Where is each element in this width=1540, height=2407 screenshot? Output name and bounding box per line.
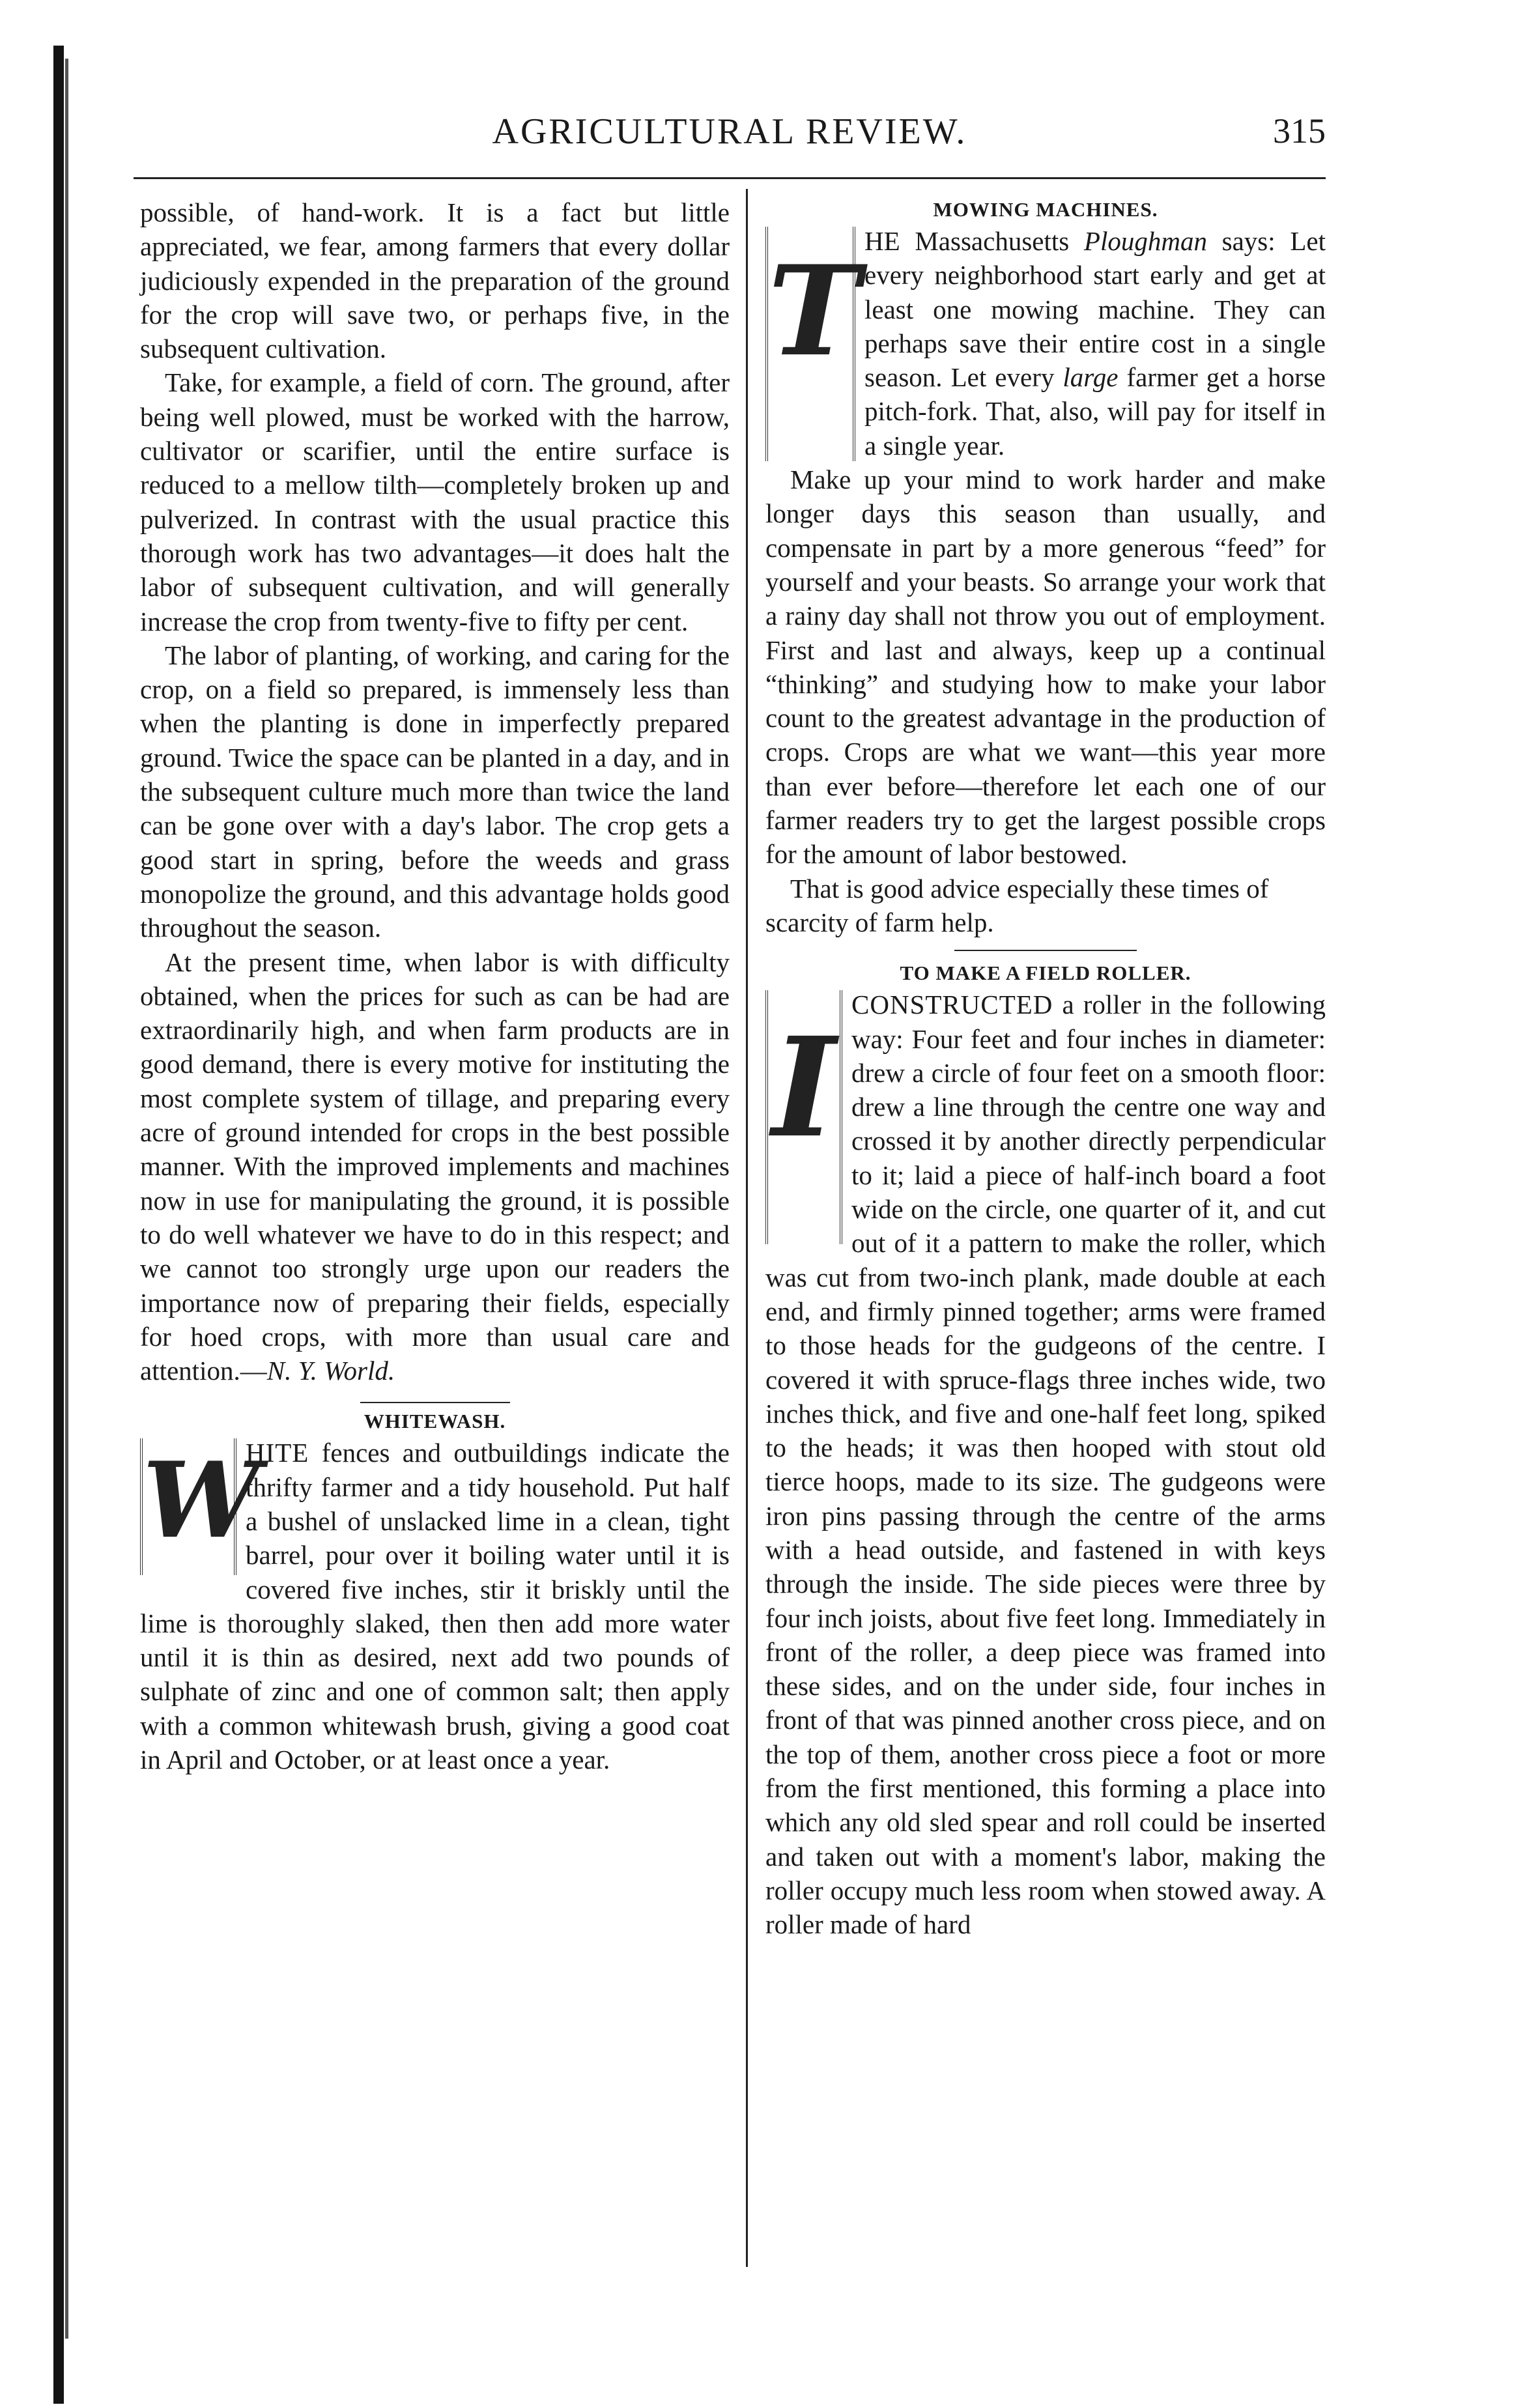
section-rule: [954, 950, 1137, 951]
roller-paragraph: [765, 988, 1326, 1941]
mowing-paragraph-3: That is good advice especially these times of scarcity of farm help.: [765, 873, 1269, 937]
roller-text: a roller in the following way: Four feet and four inches in diameter: drew a circle of four feet on a smooth floor: drew a line through the centre one way and crossed it by another directly perpendicular to it; laid a piece of half-inch board a foot wide on the circle, one quarter of it, and cut out of it a pattern to make the roller, which was cut from two-inch plank, made double at each end, and firmly pinned together; arms were framed to those heads for the gudgeons of the centre. I covered it with spruce-flags three inches wide, two inches thick, and five and one-half feet long, spiked to the heads; it was then hooped with stout old tierce hoops, made to its size. The gudgeons were iron pins passing through the centre of the arms with a head outside, and fastened in with keys through the inside. The side pieces were three by four inch joists, about five feet long. Immediately in front of the roller, a deep piece was framed into these sides, and on the under side, four inches in front of that was pinned another cross piece, and on the top of them, another cross piece a foot or more from the first mentioned, this forming a place into which any old sled spear and roll could be inserted and taken out with a moment's labor, making the roller occupy much less room when stowed away. A roller made of hard: [765, 990, 1326, 1940]
field-roller-heading: TO MAKE A FIELD ROLLER.: [900, 961, 1191, 985]
mowing-first-word: HE: [864, 226, 900, 256]
ornamental-dropcap-t: T: [765, 227, 855, 461]
scan-edge-shadow-inner: [65, 59, 68, 2339]
tillage-source: N. Y. World.: [266, 1356, 395, 1386]
column-divider: [746, 189, 748, 2267]
mowing-paragraph-2: Make up your mind to work harder and make longer days this season than usually, and compensate in part by a more generous “feed” for yourself and your beasts. So arrange your work that a rainy day shall not throw you out of employment. First and last and always, keep up a continual “thinking” and studying how to make your labor count to the greatest advantage in the production of crops. Crops are what we want—this year more than ever before—therefore let each one of our farmer readers try to get the largest possible crops for the amount of labor bestowed.: [765, 464, 1326, 870]
page-number: 315: [1273, 111, 1326, 150]
ornamental-dropcap-w: W: [140, 1438, 236, 1575]
left-column: [140, 195, 730, 1776]
whitewash-paragraph: [140, 1436, 730, 1776]
tillage-paragraph-4-text: At the present time, when labor is with difficulty obtained, when the prices for such as can be had are extraordinarily high, and when farm products are in good demand, there is every motive for instituting the most complete system of tillage, and preparing every acre of ground intended for crops in the best possible manner. With the improved implements and machines now in use for manipulating the ground, it is possible to do well whatever we have to do in this respect; and we cannot too strongly urge upon our readers the importance now of preparing their fields, especially for hoed crops, with more than usual care and attention.—: [140, 947, 730, 1386]
section-rule: [360, 1402, 510, 1403]
tillage-paragraph-4: [140, 945, 730, 1388]
whitewash-heading: WHITEWASH.: [364, 1410, 506, 1433]
mowing-quote-b: farmer get a horse pitch-fork. That, also, will pay for itself in a single year.: [864, 362, 1326, 461]
ploughman-source: Ploughman: [1083, 226, 1207, 256]
tillage-paragraph-1: possible, of hand-work. It is a fact but little appreciated, we fear, among farmers that every dollar judiciously expended in the preparation of the ground for the crop will save two, or perhaps five, in the subsequent cultivation.: [140, 197, 730, 364]
right-column: [765, 195, 1326, 1942]
mowing-machines-heading: MOWING MACHINES.: [933, 198, 1158, 221]
header-rule: [134, 177, 1326, 179]
mowing-quote-a: Let every neighborhood start early and get at least one mowing machine. They can perhaps save their entire cost in a single season. Let every: [864, 226, 1326, 393]
whitewash-text: fences and outbuildings indicate the thrifty farmer and a tidy household. Put half a bushel of unslacked lime in a clean, tight barrel, pour over it boiling water until it is covered five inches, stir it briskly until the lime is thoroughly slaked, then then add more water until it is thin as desired, next add two pounds of sulphate of zinc and one of common salt; then apply with a common whitewash brush, giving a good coat in April and October, or at least once a year.: [140, 1438, 730, 1775]
scan-edge-shadow: [53, 46, 64, 2404]
ornamental-dropcap-i: I: [765, 990, 842, 1244]
mowing-quote-large: large: [1062, 362, 1119, 393]
mowing-paragraph-1: [765, 224, 1326, 463]
mowing-intro-end: says:: [1206, 226, 1276, 256]
whitewash-first-word: HITE: [246, 1438, 309, 1468]
tillage-paragraph-2: Take, for example, a field of corn. The ground, after being well plowed, must be worked with the harrow, cultivator or scarifier, until the entire surface is reduced to a mellow tilth—completely broken up and pulverized. In contrast with the usual practice this thorough work has two advantages—it does halt the labor of subsequent cultivation, and will generally increase the crop from twenty-five to fifty per cent.: [140, 367, 730, 636]
roller-first-word: CONSTRUCTED: [851, 990, 1053, 1020]
page-header: [134, 111, 1326, 169]
tillage-paragraph-3: The labor of planting, of working, and caring for the crop, on a field so prepared, is immensely less than when the planting is done in imperfectly prepared ground. Twice the space can be planted in a day, and in the subsequent culture much more than twice the land can be gone over with a day's labor. The crop gets a good start in spring, before the weeds and grass monopolize the ground, and this advantage holds good throughout the season.: [140, 640, 730, 943]
running-title: AGRICULTURAL REVIEW.: [492, 111, 967, 152]
mowing-intro: Massachusetts: [900, 226, 1084, 256]
